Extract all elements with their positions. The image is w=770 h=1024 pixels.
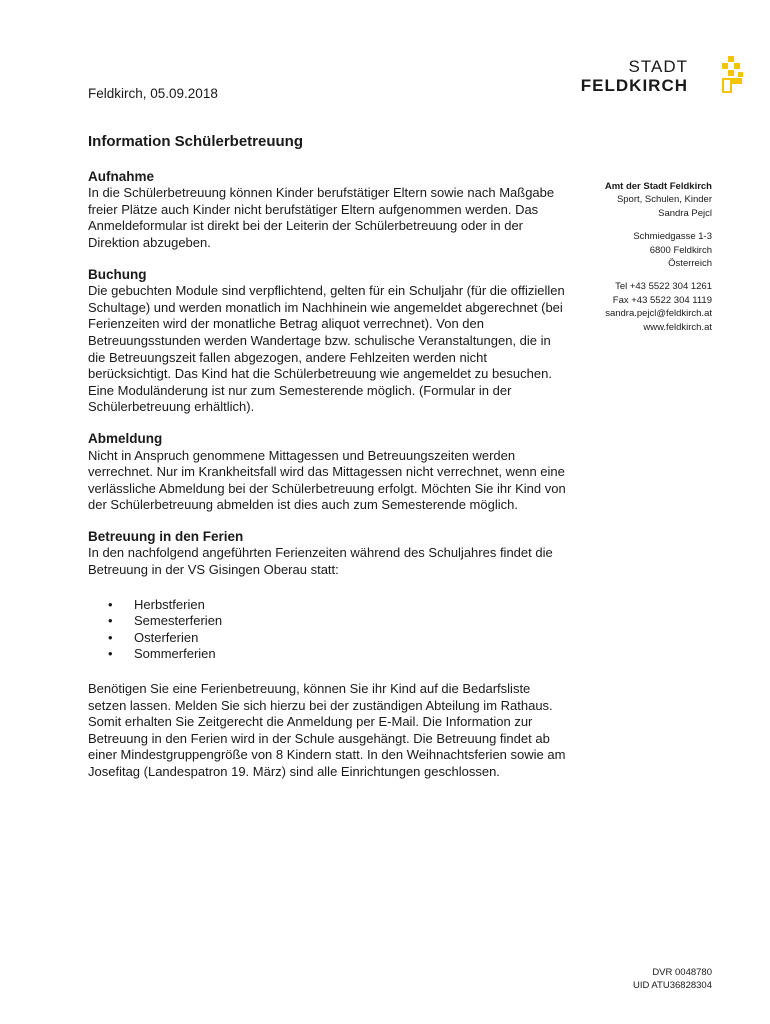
sender-contact-person: Sandra Pejcl — [658, 207, 712, 219]
logo-line-feldkirch: FELDKIRCH — [580, 76, 688, 95]
page-title: Information Schülerbetreuung — [88, 133, 304, 150]
list-item: • Herbstferien — [108, 597, 568, 614]
sender-street: Schmiedgasse 1-3 — [633, 231, 712, 243]
letter-body — [88, 134, 568, 796]
sender-fax: Fax +43 5522 304 1119 — [612, 294, 712, 306]
closing-text: Benötigen Sie eine Ferienbetreuung, können Sie ihr Kind auf die Bedarfsliste setzen lassen. Melden Sie sich hierzu bei der zuständigen Abteilung im Rathaus. Somit erhalten Sie Zeitgerecht die Anmeldung per E-Mail. Die Information zur Betreuung in den Ferien wird in der Schule ausgehängt. Die Betreuung findet ab einer Mindestgruppengröße von 8 Kindern statt. In den Weihnachtsferien sowie am Josefitag (Landespatron 19. März) sind alle Einrichtungen geschlossen. — [88, 681, 566, 779]
section-ferien — [88, 529, 568, 781]
sender-org: Amt der Stadt Feldkirch — [604, 181, 712, 192]
section-text: Nicht in Anspruch genommene Mittagessen und Betreuungszeiten werden verrechnet. Nur im Krankheitsfall wird das Mittagessen nicht verrechnet, wenn eine verlässliche Abmeldung bei der Schülerbetreuung erfolgt. Möchten Sie ihr Kind von der Schülerbetreuung abmelden ist dies auch zum Semesterende möglich. — [88, 447, 566, 513]
list-item: • Osterferien — [108, 630, 568, 647]
logo-mark-icon — [720, 56, 744, 94]
list-item: • Semesterferien — [108, 613, 568, 630]
footer-uid: UID ATU36828304 — [632, 980, 712, 991]
sender-web: www.feldkirch.at — [643, 321, 712, 333]
footer-dvr: DVR 0048780 — [652, 967, 712, 978]
section-text: Die gebuchten Module sind verpflichtend, gelten für ein Schuljahr (für die offiziellen Schultage) und werden monatlich im Nachhinein wie angemeldet abgerechnet (bei Ferienzeiten wird der monatliche Betrag aliquot verrechnet). Von den Betreuungsstunden werden Wandertage bzw. schulische Veranstaltungen, die in die Betreuungszeit fallen abgezogen, andere Fehlzeiten werden nicht berücksichtigt. Das Kind hat die Schülerbetreuung wie angemeldet zu besuchen. Eine Moduländerung ist nur zum Semesterende möglich. (Formular in der Schülerbetreuung erhältlich). — [88, 283, 565, 415]
list-item: • Sommerferien — [108, 646, 568, 663]
section-buchung — [88, 267, 568, 416]
section-text: In den nachfolgend angeführten Ferienzeiten während des Schuljahres findet die Betreuung in der VS Gisingen Oberau statt: — [88, 545, 553, 578]
sender-department: Sport, Schulen, Kinder — [616, 194, 712, 206]
section-heading: Buchung — [88, 266, 147, 282]
section-abmeldung — [88, 431, 568, 514]
sender-tel: Tel +43 5522 304 1261 — [615, 281, 712, 293]
logo-line-stadt: STADT — [628, 57, 688, 76]
sender-info — [522, 180, 712, 334]
page-footer — [633, 966, 712, 992]
letter-date: Feldkirch, 05.09.2018 — [88, 86, 218, 101]
sender-city: 6800 Feldkirch — [649, 244, 712, 256]
sender-email: sandra.pejcl@feldkirch.at — [605, 308, 712, 320]
section-aufnahme — [88, 169, 568, 252]
section-text: In die Schülerbetreuung können Kinder berufstätiger Eltern sowie nach Maßgabe freier Plätze auch Kinder nicht berufstätiger Eltern aufgenommen werden. Das Anmeldeformular ist direkt bei der Leiterin der Schülerbetreuung oder in der Direktion abzugeben. — [88, 185, 555, 250]
sender-country: Österreich — [668, 258, 712, 270]
holiday-list — [108, 597, 568, 663]
section-heading: Abmeldung — [88, 430, 163, 446]
section-heading: Aufnahme — [88, 168, 155, 184]
section-heading: Betreuung in den Ferien — [88, 528, 244, 544]
